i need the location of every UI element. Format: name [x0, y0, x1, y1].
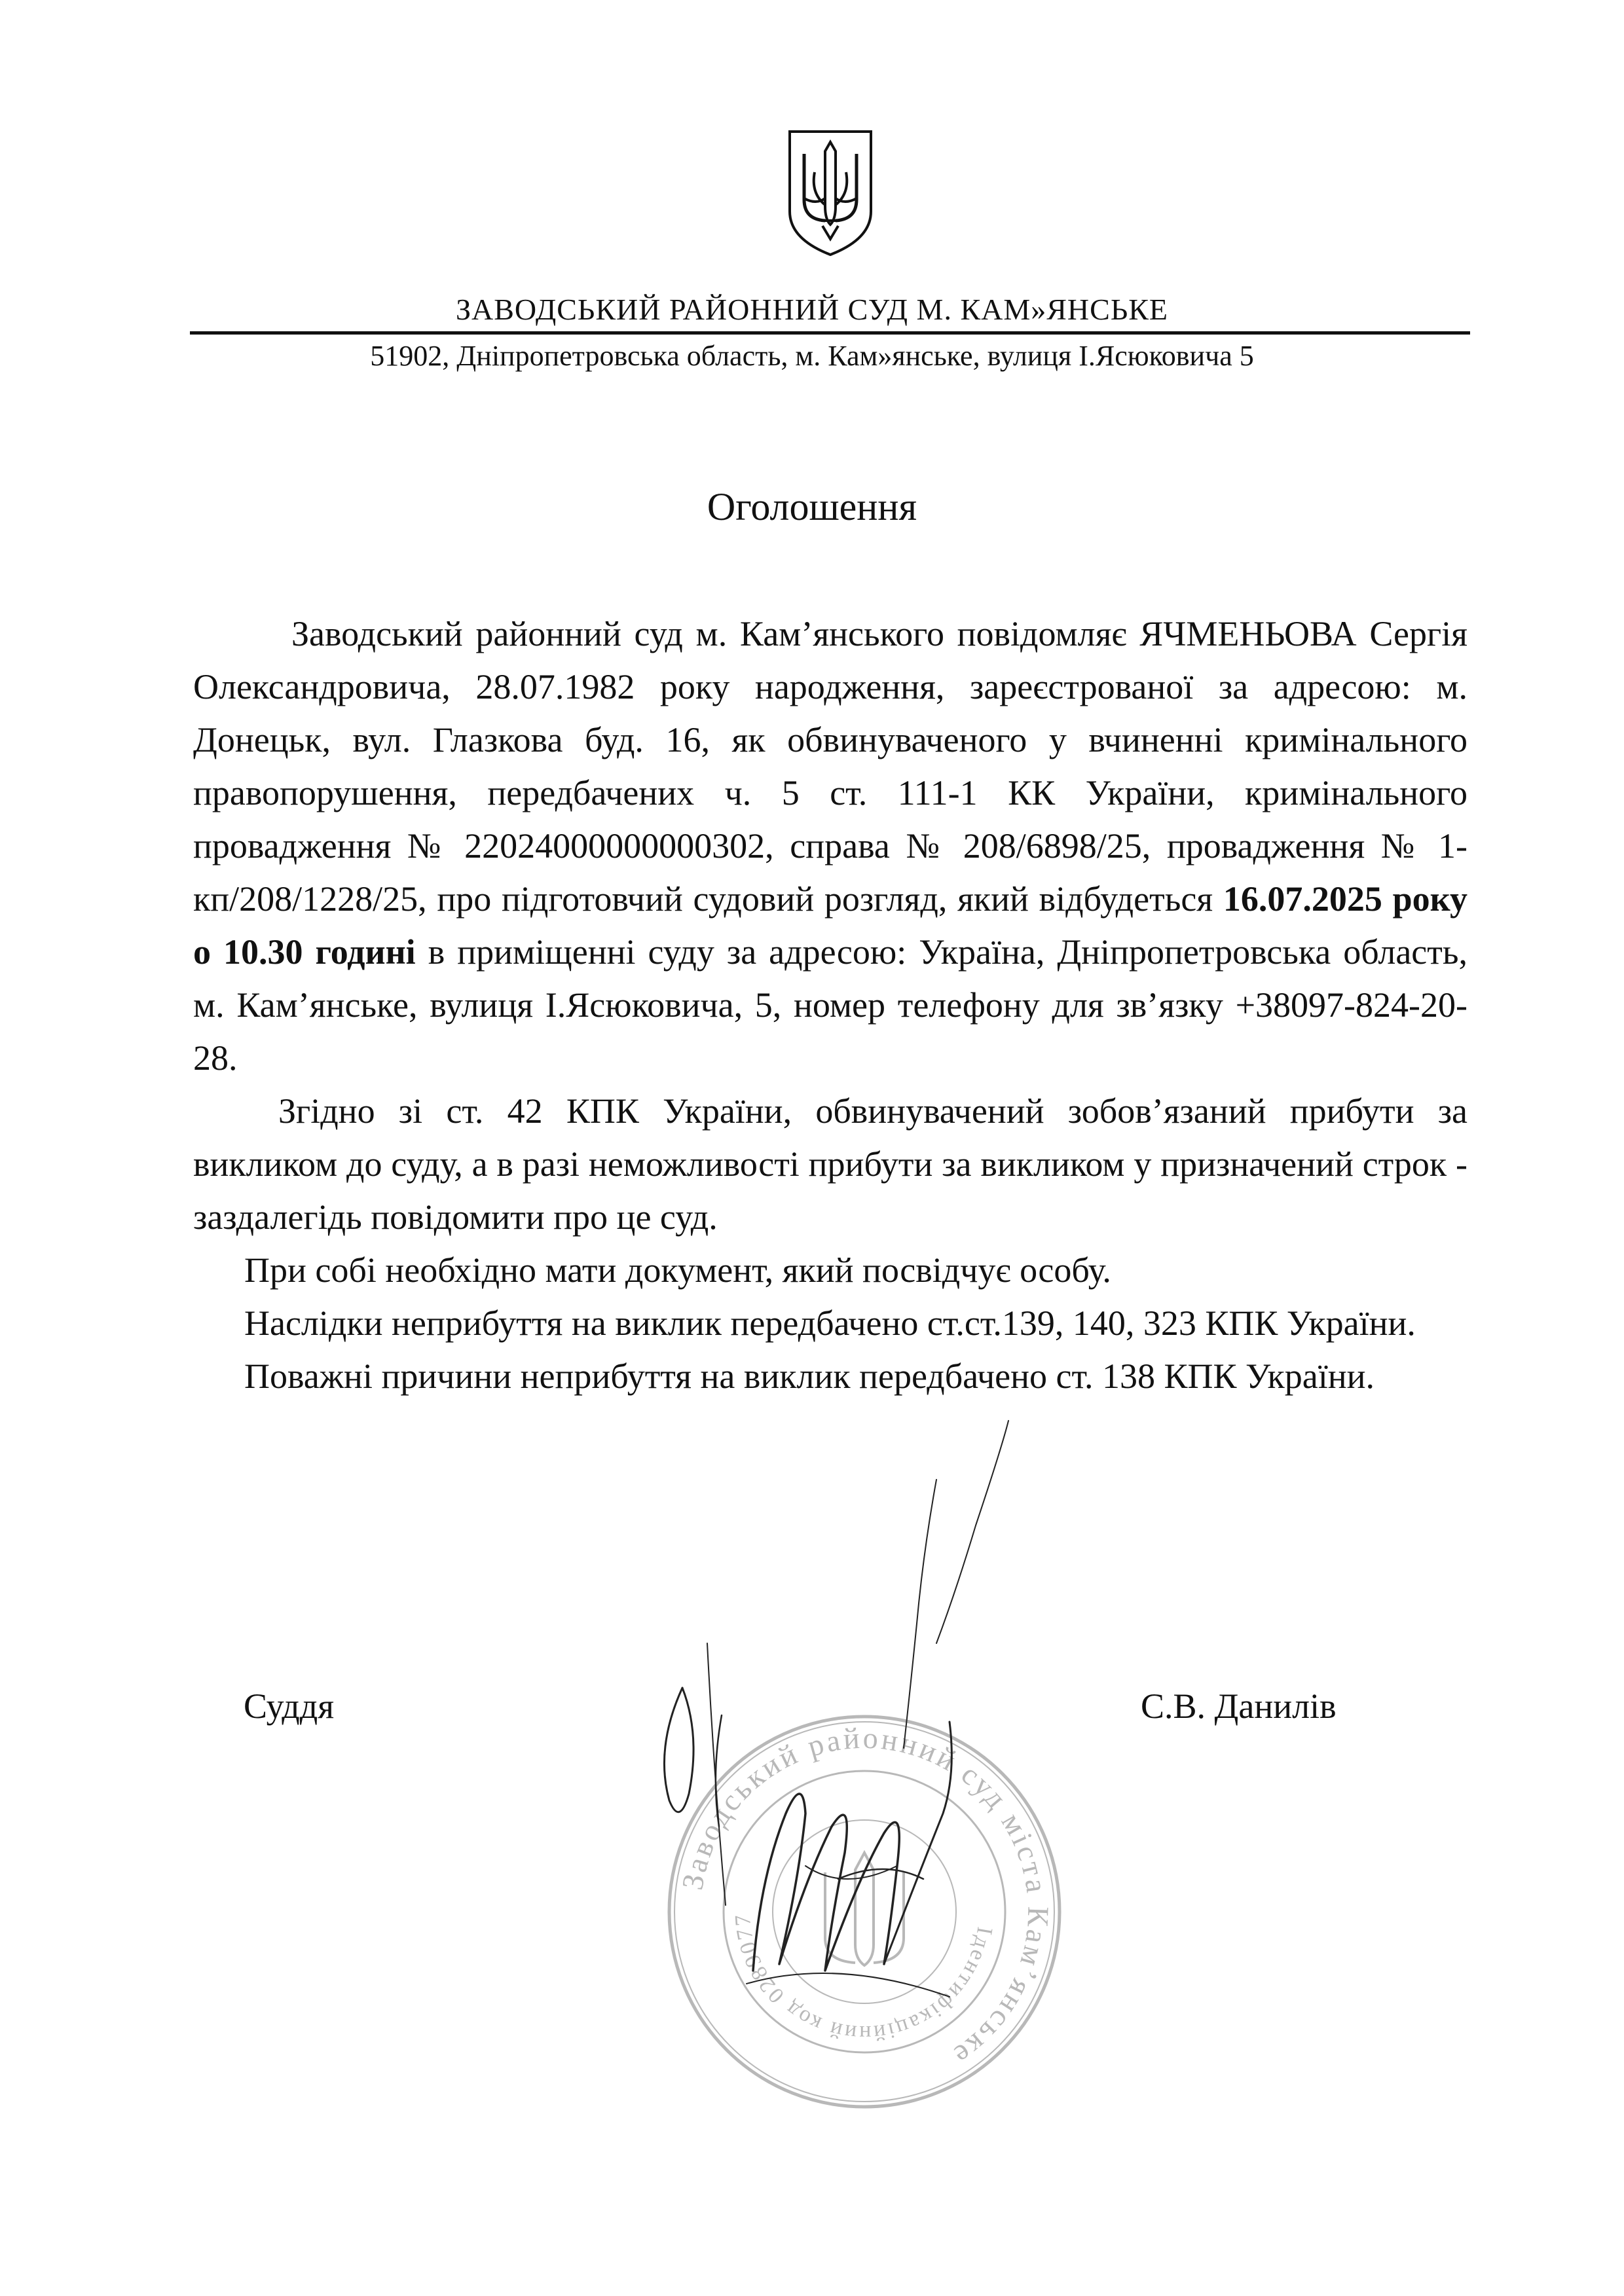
court-name: ЗАВОДСЬКИЙ РАЙОННИЙ СУД М. КАМ»ЯНСЬКЕ	[455, 293, 1169, 326]
paragraph-valid-reasons: Поважні причини неприбуття на виклик передбачено ст. 138 КПК України.	[244, 1357, 1375, 1396]
hearing-datetime: 16.07.2025 року о 10.30 годині	[193, 879, 1467, 972]
signature-role: Суддя	[244, 1686, 335, 1726]
paragraph-hearing-notice	[193, 608, 1467, 1085]
handwritten-signature	[609, 1408, 1107, 2062]
court-address: 51902, Дніпропетровська область, м. Кам»янське, вулиця І.Ясюковича 5	[370, 340, 1254, 372]
signatory-name: С.В. Данилів	[1141, 1686, 1337, 1726]
paragraph-id-document: При собі необхідно мати документ, який посвідчує особу.	[244, 1250, 1111, 1290]
hearing-location-text: в приміщенні суду за адресою: Україна, Дніпропетровська область, м. Кам’янське, вулиця І.Ясюковича, 5, номер телефону для зв’язку +38097-824-20-28.	[193, 932, 1467, 1078]
header-divider	[190, 331, 1470, 335]
document-title: Оголошення	[707, 485, 917, 528]
hearing-notice-text: Заводський районний суд м. Кам’янського повідомляє ЯЧМЕНЬОВА Сергія Олександровича, 28.07.1982 року народження, зареєстрованої за адресою: м. Донецьк, вул. Глазкова буд. 16, як обвинуваченого у вчиненні кримінального правопорушення, передбачених ч. 5 ст. 111-1 КК України, кримінального провадження № 22024000000000302, справа № 208/6898/25, провадження № 1-кп/208/1228/25, про підготовчий судовий розгляд, який відбудеться	[193, 614, 1467, 919]
svg-text:Заводський районний суд міста: Заводський районний суд міста Кам’янське	[675, 1721, 1056, 2074]
announcement-body	[193, 608, 1467, 1403]
paragraph-obligation: Згідно зі ст. 42 КПК України, обвинувачений зобов’язаний прибути за викликом до суду, а в разі неможливості прибути за викликом у призначений строк - заздалегідь повідомити про це суд.	[193, 1091, 1467, 1237]
svg-text:Ідентифікаційний код 02890771: Ідентифікаційний код 0289077	[730, 1912, 997, 2046]
trident-coat-of-arms-icon	[784, 128, 876, 259]
paragraph-consequences: Наслідки неприбуття на виклик передбачено ст.ст.139, 140, 323 КПК України.	[244, 1303, 1416, 1343]
